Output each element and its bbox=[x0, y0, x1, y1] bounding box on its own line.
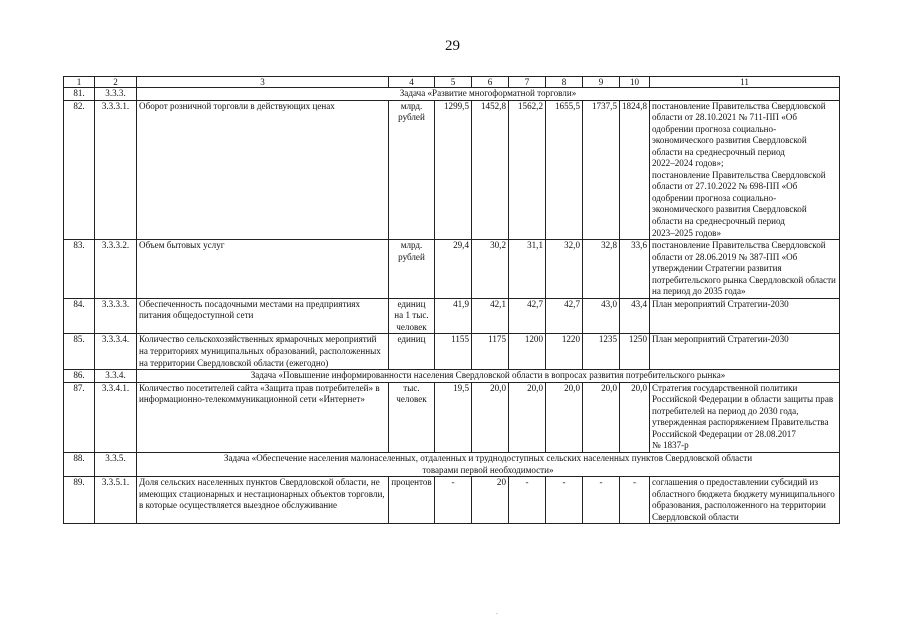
source-cell: План мероприятий Стратегии-2030 bbox=[650, 298, 840, 334]
table-row bbox=[64, 370, 840, 383]
unit-cell: млрд. рублей bbox=[389, 240, 435, 299]
row-number: 82. bbox=[64, 100, 95, 240]
table-row bbox=[64, 452, 840, 476]
row-number: 89. bbox=[64, 477, 95, 524]
value-cell: - bbox=[509, 477, 546, 524]
row-code: 3.3.3.4. bbox=[95, 334, 137, 370]
scan-mark: . bbox=[496, 608, 498, 616]
unit-cell: единиц на 1 тыс. человек bbox=[389, 298, 435, 334]
source-cell: постановление Правительства Свердловской области от 28.10.2021 № 711-ПП «Об одобрении прогноза социально-экономического развития Свердловской области на среднесрочный период 2022–2024 годов»; постановление Правительства Свердловской области от 27.10.2022 № 698-ПП «Об одобрении прогноза социально-экономического развития Свердловской области на среднесрочный период 2023–2025 годов» bbox=[650, 100, 840, 240]
source-cell: соглашения о предоставлении субсидий из областного бюджета бюджету муниципального образования, расположенного на территории Свердловской области bbox=[650, 477, 840, 524]
value-cell: - bbox=[583, 477, 620, 524]
row-code: 3.3.5.1. bbox=[95, 477, 137, 524]
header-row bbox=[64, 77, 840, 88]
indicator-name: Оборот розничной торговли в действующих ценах bbox=[137, 100, 389, 240]
value-cell: 1655,5 bbox=[546, 100, 583, 240]
value-cell: 32,8 bbox=[583, 240, 620, 299]
value-cell: 43,0 bbox=[583, 298, 620, 334]
table-row bbox=[64, 298, 840, 334]
value-cell: - bbox=[435, 477, 472, 524]
header-cell: 5 bbox=[435, 77, 472, 88]
header-cell: 2 bbox=[95, 77, 137, 88]
table-row bbox=[64, 100, 840, 240]
indicator-name: Доля сельских населенных пунктов Свердловской области, не имеющих стационарных и нестационарных объектов торговли, в которые осуществляется выездное обслуживание bbox=[137, 477, 389, 524]
source-cell: Стратегия государственной политики Российской Федерации в области защиты прав потребителей на период до 2030 года, утвержденная распоряжением Правительства Российской Федерации от 28.08.2017 № 1837-р bbox=[650, 382, 840, 452]
source-cell: План мероприятий Стратегии-2030 bbox=[650, 334, 840, 370]
row-code: 3.3.3.2. bbox=[95, 240, 137, 299]
indicator-name: Объем бытовых услуг bbox=[137, 240, 389, 299]
table-row bbox=[64, 240, 840, 299]
value-cell: 42,7 bbox=[546, 298, 583, 334]
header-cell: 6 bbox=[472, 77, 509, 88]
table-row bbox=[64, 88, 840, 101]
indicator-name: Количество посетителей сайта «Защита прав потребителей» в информационно-телекоммуникационной сети «Интернет» bbox=[137, 382, 389, 452]
value-cell: 1737,5 bbox=[583, 100, 620, 240]
row-number: 87. bbox=[64, 382, 95, 452]
row-code: 3.3.5. bbox=[95, 452, 137, 476]
header-cell: 9 bbox=[583, 77, 620, 88]
indicator-name: Количество сельскохозяйственных ярмарочных мероприятий на территориях муниципальных образований, расположенных на территории Свердловской области (ежегодно) bbox=[137, 334, 389, 370]
table-row bbox=[64, 477, 840, 524]
value-cell: 1175 bbox=[472, 334, 509, 370]
header-cell: 3 bbox=[137, 77, 389, 88]
header-cell: 1 bbox=[64, 77, 95, 88]
row-number: 88. bbox=[64, 452, 95, 476]
value-cell: 43,4 bbox=[620, 298, 650, 334]
header-cell: 11 bbox=[650, 77, 840, 88]
table-row bbox=[64, 382, 840, 452]
row-number: 81. bbox=[64, 88, 95, 101]
row-code: 3.3.3.3. bbox=[95, 298, 137, 334]
value-cell: 42,1 bbox=[472, 298, 509, 334]
value-cell: 1250 bbox=[620, 334, 650, 370]
row-number: 83. bbox=[64, 240, 95, 299]
value-cell: 41,9 bbox=[435, 298, 472, 334]
header-cell: 4 bbox=[389, 77, 435, 88]
task-title: Задача «Обеспечение населения малонаселенных, отдаленных и труднодоступных сельских населенных пунктов Свердловской области товарами первой необходимости» bbox=[137, 452, 840, 476]
row-code: 3.3.3. bbox=[95, 88, 137, 101]
task-title: Задача «Развитие многоформатной торговли» bbox=[137, 88, 840, 101]
value-cell: 29,4 bbox=[435, 240, 472, 299]
value-cell: 20,0 bbox=[620, 382, 650, 452]
value-cell: 1220 bbox=[546, 334, 583, 370]
row-code: 3.3.4.1. bbox=[95, 382, 137, 452]
value-cell: 19,5 bbox=[435, 382, 472, 452]
row-number: 86. bbox=[64, 370, 95, 383]
task-title: Задача «Повышение информированности населения Свердловской области в вопросах развития потребительского рынка» bbox=[137, 370, 840, 383]
row-number: 84. bbox=[64, 298, 95, 334]
value-cell: - bbox=[546, 477, 583, 524]
page-number: 29 bbox=[445, 38, 460, 54]
value-cell: 1200 bbox=[509, 334, 546, 370]
value-cell: 33,6 bbox=[620, 240, 650, 299]
source-cell: постановление Правительства Свердловской области от 28.06.2019 № 387-ПП «Об утверждении Стратегии развития потребительского рынка Свердловской области на период до 2035 года» bbox=[650, 240, 840, 299]
value-cell: 1235 bbox=[583, 334, 620, 370]
value-cell: 1452,8 bbox=[472, 100, 509, 240]
value-cell: 1299,5 bbox=[435, 100, 472, 240]
table-row bbox=[64, 334, 840, 370]
value-cell: 42,7 bbox=[509, 298, 546, 334]
table-body bbox=[64, 77, 840, 524]
value-cell: 1562,2 bbox=[509, 100, 546, 240]
row-number: 85. bbox=[64, 334, 95, 370]
value-cell: 20,0 bbox=[472, 382, 509, 452]
row-code: 3.3.3.1. bbox=[95, 100, 137, 240]
indicators-table bbox=[63, 76, 840, 524]
value-cell: 20,0 bbox=[546, 382, 583, 452]
unit-cell: млрд. рублей bbox=[389, 100, 435, 240]
value-cell: 32,0 bbox=[546, 240, 583, 299]
unit-cell: процентов bbox=[389, 477, 435, 524]
value-cell: - bbox=[620, 477, 650, 524]
header-cell: 7 bbox=[509, 77, 546, 88]
unit-cell: единиц bbox=[389, 334, 435, 370]
value-cell: 30,2 bbox=[472, 240, 509, 299]
value-cell: 20,0 bbox=[583, 382, 620, 452]
value-cell: 20 bbox=[472, 477, 509, 524]
indicator-name: Обеспеченность посадочными местами на предприятиях питания общедоступной сети bbox=[137, 298, 389, 334]
unit-cell: тыс. человек bbox=[389, 382, 435, 452]
header-cell: 10 bbox=[620, 77, 650, 88]
header-cell: 8 bbox=[546, 77, 583, 88]
value-cell: 1824,8 bbox=[620, 100, 650, 240]
value-cell: 20,0 bbox=[509, 382, 546, 452]
value-cell: 1155 bbox=[435, 334, 472, 370]
value-cell: 31,1 bbox=[509, 240, 546, 299]
row-code: 3.3.4. bbox=[95, 370, 137, 383]
